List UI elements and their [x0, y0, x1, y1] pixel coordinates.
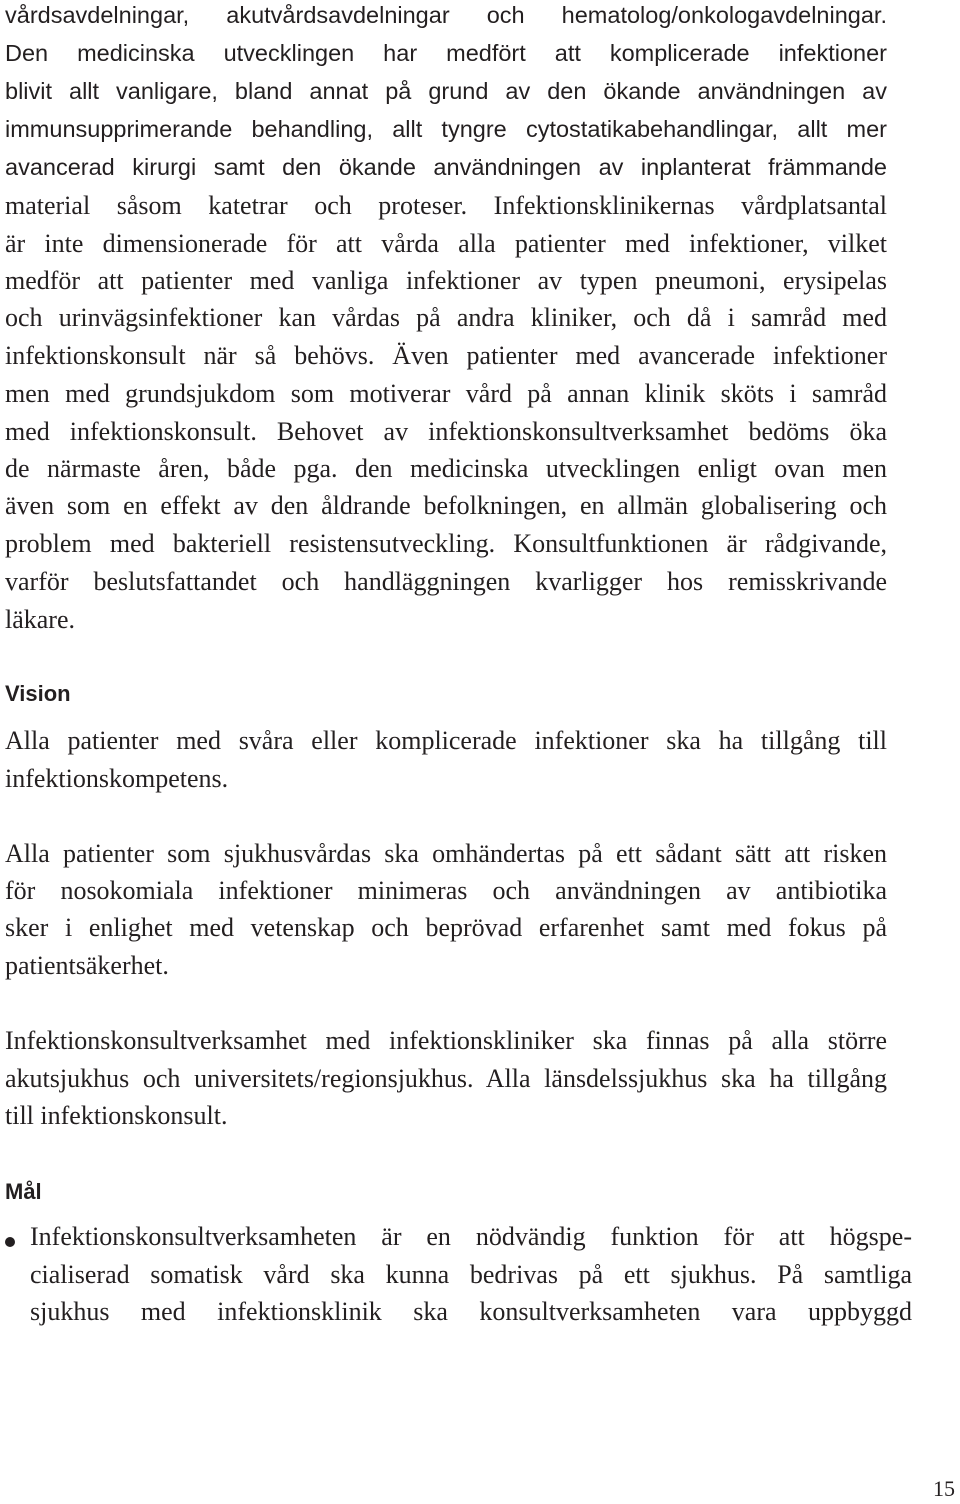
text-line: och urinvägsinfektioner kan vårdas på andra kliniker, och då i samråd med: [5, 303, 887, 332]
text-line: Alla patienter med svåra eller komplicerade infektioner ska ha tillgång till: [5, 726, 887, 755]
text-line: medför att patienter med vanliga infektioner av typen pneumoni, erysipelas: [5, 266, 887, 295]
mal-heading: Mål: [5, 1179, 42, 1204]
text-line: infektionskonsult när så behövs. Även patienter med avancerade infektioner: [5, 341, 887, 370]
vision-heading: Vision: [5, 681, 71, 706]
text-line: infektionskompetens.: [5, 764, 229, 793]
text-line: cialiserad somatisk vård ska kunna bedrivas på ett sjukhus. På samtliga: [30, 1260, 912, 1289]
text-line: sker i enlighet med vetenskap och beprövad erfarenhet samt med fokus på: [5, 913, 887, 942]
text-line: immunsupprimerande behandling, allt tyngre cytostatikabehandlingar, allt mer: [5, 116, 887, 142]
text-line: vårdsavdelningar, akutvårdsavdelningar och hematolog/onkologavdelningar.: [5, 2, 887, 28]
text-line: varför beslutsfattandet och handläggningen kvarligger hos remisskrivande: [5, 567, 887, 596]
text-line: avancerad kirurgi samt den ökande användningen av inplanterat främmande: [5, 154, 887, 180]
text-line: med infektionskonsult. Behovet av infektionskonsultverksamhet bedöms öka: [5, 417, 887, 446]
text-line: Den medicinska utvecklingen har medfört att komplicerade infektioner: [5, 40, 887, 66]
text-line: till infektionskonsult.: [5, 1101, 228, 1130]
text-line: blivit allt vanligare, bland annat på grund av den ökande användningen av: [5, 78, 887, 104]
bullet-point-icon: [5, 1237, 15, 1247]
text-line: Infektionskonsultverksamhet med infektionskliniker ska finnas på alla större: [5, 1026, 887, 1055]
text-line: är inte dimensionerade för att vårda alla patienter med infektioner, vilket: [5, 229, 887, 258]
text-line: material såsom katetrar och proteser. Infektionsklinikernas vårdplatsantal: [5, 191, 887, 220]
text-line: patientsäkerhet.: [5, 951, 169, 980]
text-line: problem med bakteriell resistensutveckling. Konsultfunktionen är rådgivande,: [5, 529, 887, 558]
text-line: de närmaste åren, både pga. den medicinska utvecklingen enligt ovan men: [5, 454, 887, 483]
text-line: även som en effekt av den åldrande befolkningen, en allmän globalisering och: [5, 491, 887, 520]
text-line: för nosokomiala infektioner minimeras och användningen av antibiotika: [5, 876, 887, 905]
text-line: Alla patienter som sjukhusvårdas ska omhändertas på ett sådant sätt att risken: [5, 839, 887, 868]
page-number: 15: [933, 1476, 955, 1501]
text-line: sjukhus med infektionsklinik ska konsultverksamheten vara uppbyggd: [30, 1297, 912, 1326]
text-line: akutsjukhus och universitets/regionsjukhus. Alla länsdelssjukhus ska ha tillgång: [5, 1064, 887, 1093]
text-line: Infektionskonsultverksamheten är en nödvändig funktion för att högspe-: [30, 1222, 912, 1251]
text-line: läkare.: [5, 605, 76, 634]
text-line: men med grundsjukdom som motiverar vård på annan klinik sköts i samråd: [5, 379, 887, 408]
